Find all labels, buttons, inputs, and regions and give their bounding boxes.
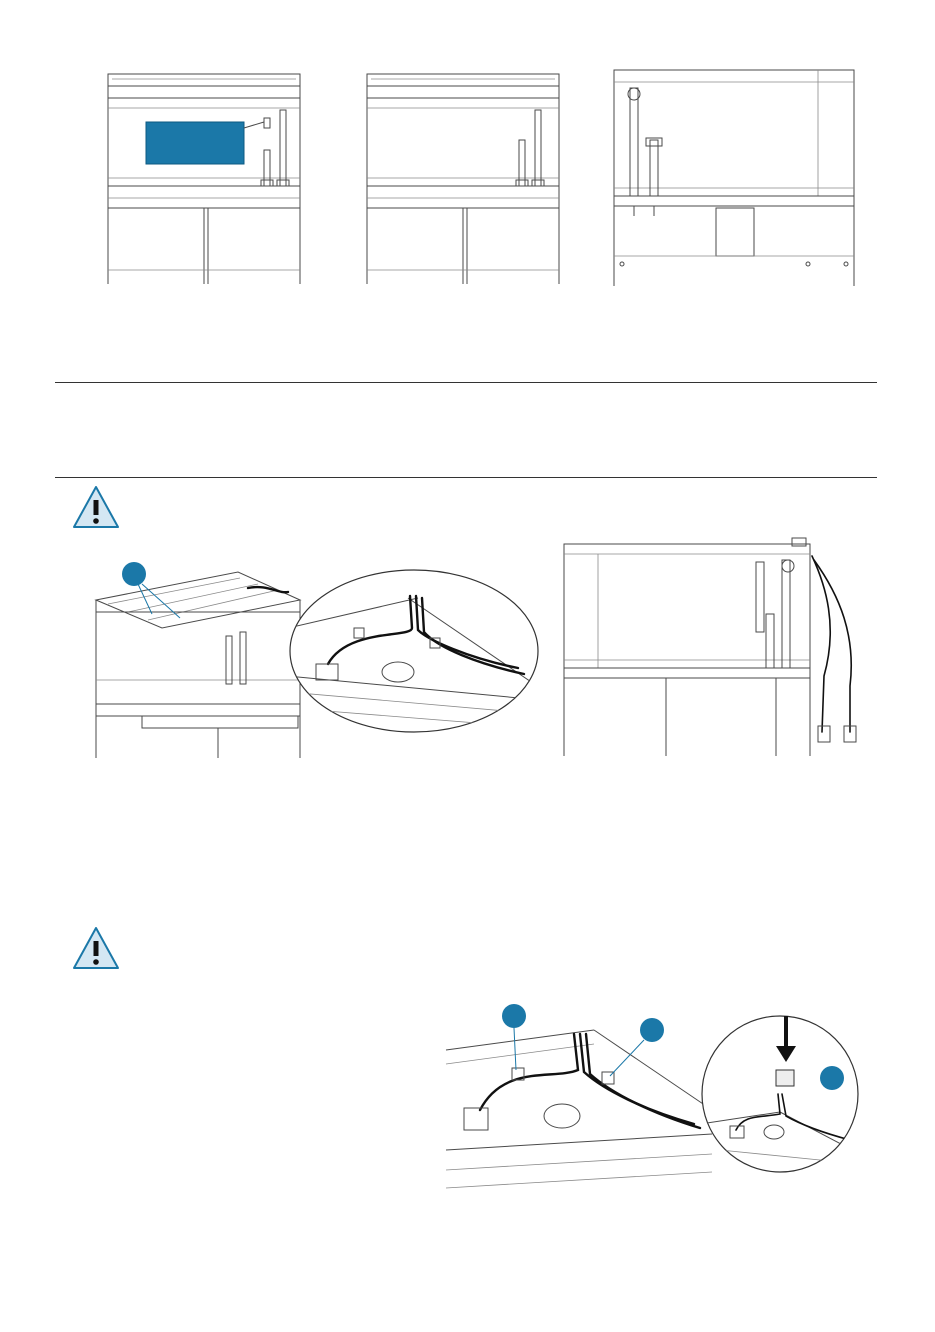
figure-rear-view <box>612 68 856 288</box>
warning-triangle-icon <box>71 925 121 971</box>
figure-front-view <box>363 70 563 286</box>
callout-marker <box>502 1004 526 1028</box>
callout-marker <box>820 1066 844 1090</box>
figure-front-view-with-label <box>104 70 304 286</box>
figure-side-view-with-cables <box>560 536 880 758</box>
callout-marker <box>122 562 146 586</box>
divider-top <box>55 382 877 383</box>
highlight-box <box>146 122 244 164</box>
callout-marker <box>640 1018 664 1042</box>
figure-clip-insert-detail-circle <box>700 1014 860 1174</box>
warning-triangle-icon <box>71 484 121 530</box>
figure-cable-detail-circle <box>288 568 540 734</box>
figure-tank-top-with-callout <box>88 560 308 760</box>
figure-cable-clips-detail <box>444 1000 714 1200</box>
divider-middle <box>55 477 877 478</box>
